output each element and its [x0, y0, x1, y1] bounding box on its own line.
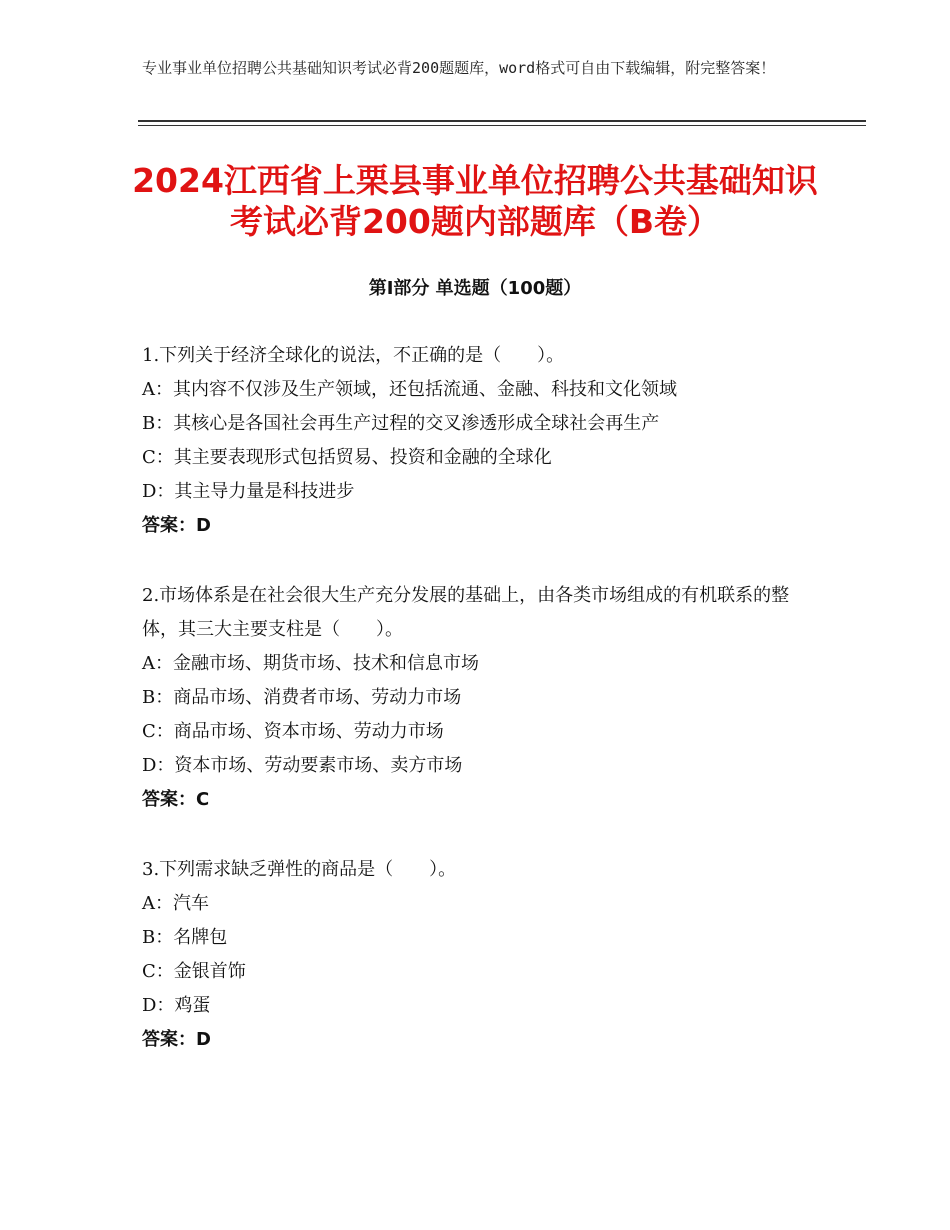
option-c: C：商品市场、资本市场、劳动力市场	[142, 721, 444, 742]
option-b: B：名牌包	[142, 927, 228, 948]
option-d: D：其主导力量是科技进步	[142, 481, 355, 502]
answer-label: 答案：D	[142, 515, 211, 536]
option-a: A：其内容不仅涉及生产领域，还包括流通、金融、科技和文化领域	[142, 379, 677, 400]
header-divider-thin	[138, 125, 866, 126]
header-divider-thick	[138, 120, 866, 122]
answer-label: 答案：D	[142, 1029, 211, 1050]
section-title: 第Ⅰ部分 单选题（100题）	[368, 278, 582, 299]
document-title: 2024江西省上栗县事业单位招聘公共基础知识考试必背200题内部题库（B卷）	[132, 161, 818, 241]
option-a: A：汽车	[142, 893, 209, 914]
question-stem: 3.下列需求缺乏弹性的商品是（ ）。	[142, 859, 457, 880]
option-b: B：商品市场、消费者市场、劳动力市场	[142, 687, 462, 708]
option-c: C：金银首饰	[142, 961, 246, 982]
option-b: B：其核心是各国社会再生产过程的交叉渗透形成全球社会再生产	[142, 413, 660, 434]
question-stem: 1.下列关于经济全球化的说法，不正确的是（ ）。	[142, 345, 565, 366]
header-note: 专业事业单位招聘公共基础知识考试必背200题题库，word格式可自由下载编辑，附完整答案！	[142, 59, 776, 77]
question-stem: 2.市场体系是在社会很大生产充分发展的基础上，由各类市场组成的有机联系的整体，其三大主要支柱是（ ）。	[142, 585, 790, 640]
option-a: A：金融市场、期货市场、技术和信息市场	[142, 653, 479, 674]
question-1	[142, 339, 822, 543]
option-c: C：其主要表现形式包括贸易、投资和金融的全球化	[142, 447, 552, 468]
question-2	[142, 579, 802, 817]
option-d: D：资本市场、劳动要素市场、卖方市场	[142, 755, 463, 776]
answer-label: 答案：C	[142, 789, 210, 810]
question-3	[142, 853, 822, 1057]
option-d: D：鸡蛋	[142, 995, 211, 1016]
